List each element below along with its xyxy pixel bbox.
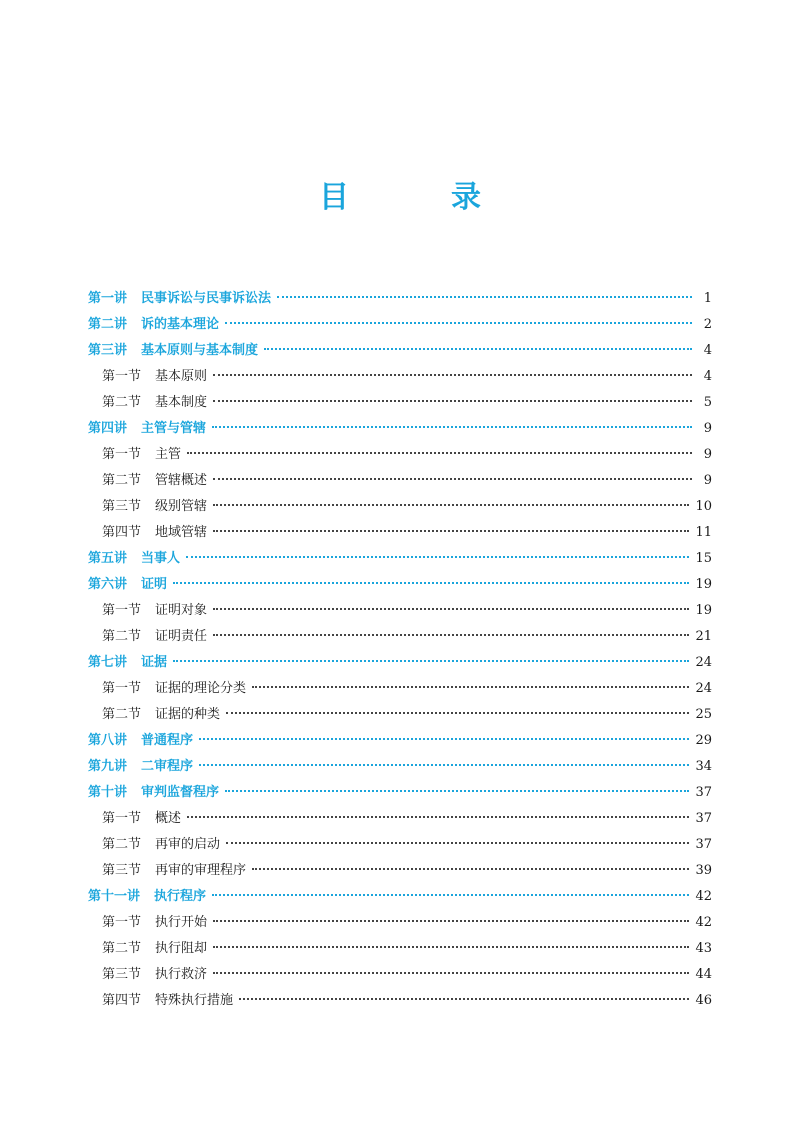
toc-row-section[interactable] (88, 806, 712, 832)
toc-title: 二审程序 (141, 759, 194, 774)
toc-leader (213, 400, 692, 402)
toc-number: 第七讲 (88, 655, 128, 670)
toc-page: 42 (695, 915, 712, 930)
toc-leader (252, 686, 689, 688)
toc-page: 21 (695, 629, 712, 644)
toc-page: 19 (695, 577, 712, 592)
toc-row-section[interactable] (88, 832, 712, 858)
toc-leader (213, 530, 689, 532)
toc-title: 级别管辖 (155, 499, 208, 514)
toc-leader (277, 296, 692, 298)
toc-leader (173, 582, 689, 584)
toc-page: 5 (703, 395, 712, 410)
toc-row-chapter[interactable] (88, 884, 712, 910)
toc-page: 4 (703, 343, 712, 358)
toc-row-chapter[interactable] (88, 572, 712, 598)
toc-leader (212, 894, 689, 896)
toc-row-section[interactable] (88, 910, 712, 936)
toc-number: 第一节 (102, 447, 142, 462)
toc-title: 基本原则与基本制度 (141, 343, 259, 358)
toc-leader (213, 920, 689, 922)
toc-title: 执行开始 (155, 915, 208, 930)
toc-number: 第十一讲 (88, 889, 141, 904)
toc-row-section[interactable] (88, 962, 712, 988)
toc-row-chapter[interactable] (88, 546, 712, 572)
toc-page: 39 (695, 863, 712, 878)
toc-title: 当事人 (141, 551, 181, 566)
toc-number: 第三节 (102, 863, 142, 878)
toc-row-section[interactable] (88, 702, 712, 728)
toc-leader (187, 452, 692, 454)
toc-number: 第一节 (102, 681, 142, 696)
toc-leader (213, 478, 692, 480)
toc-number: 第二讲 (88, 317, 128, 332)
toc-leader (213, 634, 689, 636)
toc-page: 9 (703, 473, 712, 488)
page-title: 目 录 (319, 180, 517, 215)
toc-page: 44 (695, 967, 712, 982)
toc-title: 主管 (155, 447, 182, 462)
toc-number: 第一讲 (88, 291, 128, 306)
toc-page: 19 (695, 603, 712, 618)
toc-leader (199, 764, 689, 766)
toc-number: 第二节 (102, 707, 142, 722)
toc-number: 第二节 (102, 395, 142, 410)
toc-row-chapter[interactable] (88, 338, 712, 364)
toc-leader (226, 712, 689, 714)
toc-page: 37 (695, 837, 712, 852)
toc-title: 再审的启动 (155, 837, 221, 852)
toc-title: 概述 (155, 811, 182, 826)
toc-number: 第十讲 (88, 785, 128, 800)
toc-title: 证明 (141, 577, 168, 592)
toc-page: 2 (703, 317, 712, 332)
toc-title: 审判监督程序 (141, 785, 220, 800)
toc-page: 15 (695, 551, 712, 566)
toc-leader (226, 842, 689, 844)
toc-page: 34 (695, 759, 712, 774)
toc-leader (186, 556, 689, 558)
toc-number: 第三讲 (88, 343, 128, 358)
toc-number: 第三节 (102, 499, 142, 514)
toc-leader (213, 946, 689, 948)
toc-leader (252, 868, 689, 870)
toc-leader (173, 660, 689, 662)
toc-leader (225, 322, 692, 324)
toc-row-section[interactable] (88, 988, 712, 1014)
toc-title: 民事诉讼与民事诉讼法 (141, 291, 272, 306)
toc-row-chapter[interactable] (88, 780, 712, 806)
toc-page: 46 (695, 993, 712, 1008)
toc-number: 第五讲 (88, 551, 128, 566)
toc-row-chapter[interactable] (88, 754, 712, 780)
toc-page: 9 (703, 421, 712, 436)
toc-leader (213, 374, 692, 376)
toc-page: 1 (703, 291, 712, 306)
toc-title: 执行救济 (155, 967, 208, 982)
toc-row-section[interactable] (88, 676, 712, 702)
toc-page: 10 (695, 499, 712, 514)
toc-number: 第一节 (102, 811, 142, 826)
toc-leader (213, 504, 689, 506)
toc-title: 再审的审理程序 (155, 863, 247, 878)
toc-leader (213, 608, 689, 610)
toc-title: 基本制度 (155, 395, 208, 410)
toc-number: 第四节 (102, 993, 142, 1008)
toc-title: 执行程序 (154, 889, 207, 904)
toc-number: 第二节 (102, 941, 142, 956)
toc-title: 诉的基本理论 (141, 317, 220, 332)
toc-page: 24 (695, 655, 712, 670)
toc-number: 第一节 (102, 915, 142, 930)
toc-row-section[interactable] (88, 442, 712, 468)
toc-leader (187, 816, 689, 818)
toc-number: 第八讲 (88, 733, 128, 748)
toc-title: 证明对象 (155, 603, 208, 618)
toc-row-section[interactable] (88, 364, 712, 390)
toc-leader (199, 738, 689, 740)
toc-number: 第一节 (102, 603, 142, 618)
toc-page: 4 (703, 369, 712, 384)
toc-page: 43 (695, 941, 712, 956)
toc-title: 执行阻却 (155, 941, 208, 956)
toc-row-section[interactable] (88, 494, 712, 520)
toc-title: 证据 (141, 655, 168, 670)
toc-leader (264, 348, 692, 350)
toc-number: 第二节 (102, 473, 142, 488)
toc-number: 第一节 (102, 369, 142, 384)
toc-row-section[interactable] (88, 936, 712, 962)
toc-page: 25 (695, 707, 712, 722)
toc-row-section[interactable] (88, 390, 712, 416)
toc-title: 管辖概述 (155, 473, 208, 488)
toc-title: 地域管辖 (155, 525, 208, 540)
toc-row-section[interactable] (88, 598, 712, 624)
toc-row-chapter[interactable] (88, 650, 712, 676)
toc-row-chapter[interactable] (88, 312, 712, 338)
toc-page: 11 (695, 525, 712, 540)
toc-number: 第二节 (102, 837, 142, 852)
toc-page: 29 (695, 733, 712, 748)
toc-number: 第二节 (102, 629, 142, 644)
toc-title: 证明责任 (155, 629, 208, 644)
toc-row-chapter[interactable] (88, 728, 712, 754)
toc-number: 第四讲 (88, 421, 128, 436)
toc-title: 证据的理论分类 (155, 681, 247, 696)
toc-row-chapter[interactable] (88, 286, 712, 312)
toc-number: 第九讲 (88, 759, 128, 774)
toc-title: 基本原则 (155, 369, 208, 384)
toc-title: 普通程序 (141, 733, 194, 748)
toc-number: 第三节 (102, 967, 142, 982)
toc-row-section[interactable] (88, 624, 712, 650)
toc-leader (225, 790, 689, 792)
toc-number: 第四节 (102, 525, 142, 540)
toc-row-section[interactable] (88, 520, 712, 546)
toc-title: 主管与管辖 (141, 421, 207, 436)
toc-leader (213, 972, 689, 974)
toc-row-section[interactable] (88, 468, 712, 494)
toc-leader (212, 426, 692, 428)
toc-row-section[interactable] (88, 858, 712, 884)
toc-page: 37 (695, 785, 712, 800)
toc-page: 9 (703, 447, 712, 462)
toc-page: 37 (695, 811, 712, 826)
toc-leader (239, 998, 689, 1000)
toc-page: 42 (695, 889, 712, 904)
toc-title: 特殊执行措施 (155, 993, 234, 1008)
toc-page: 24 (695, 681, 712, 696)
toc-row-chapter[interactable] (88, 416, 712, 442)
table-of-contents (88, 286, 712, 1014)
toc-number: 第六讲 (88, 577, 128, 592)
toc-title: 证据的种类 (155, 707, 221, 722)
